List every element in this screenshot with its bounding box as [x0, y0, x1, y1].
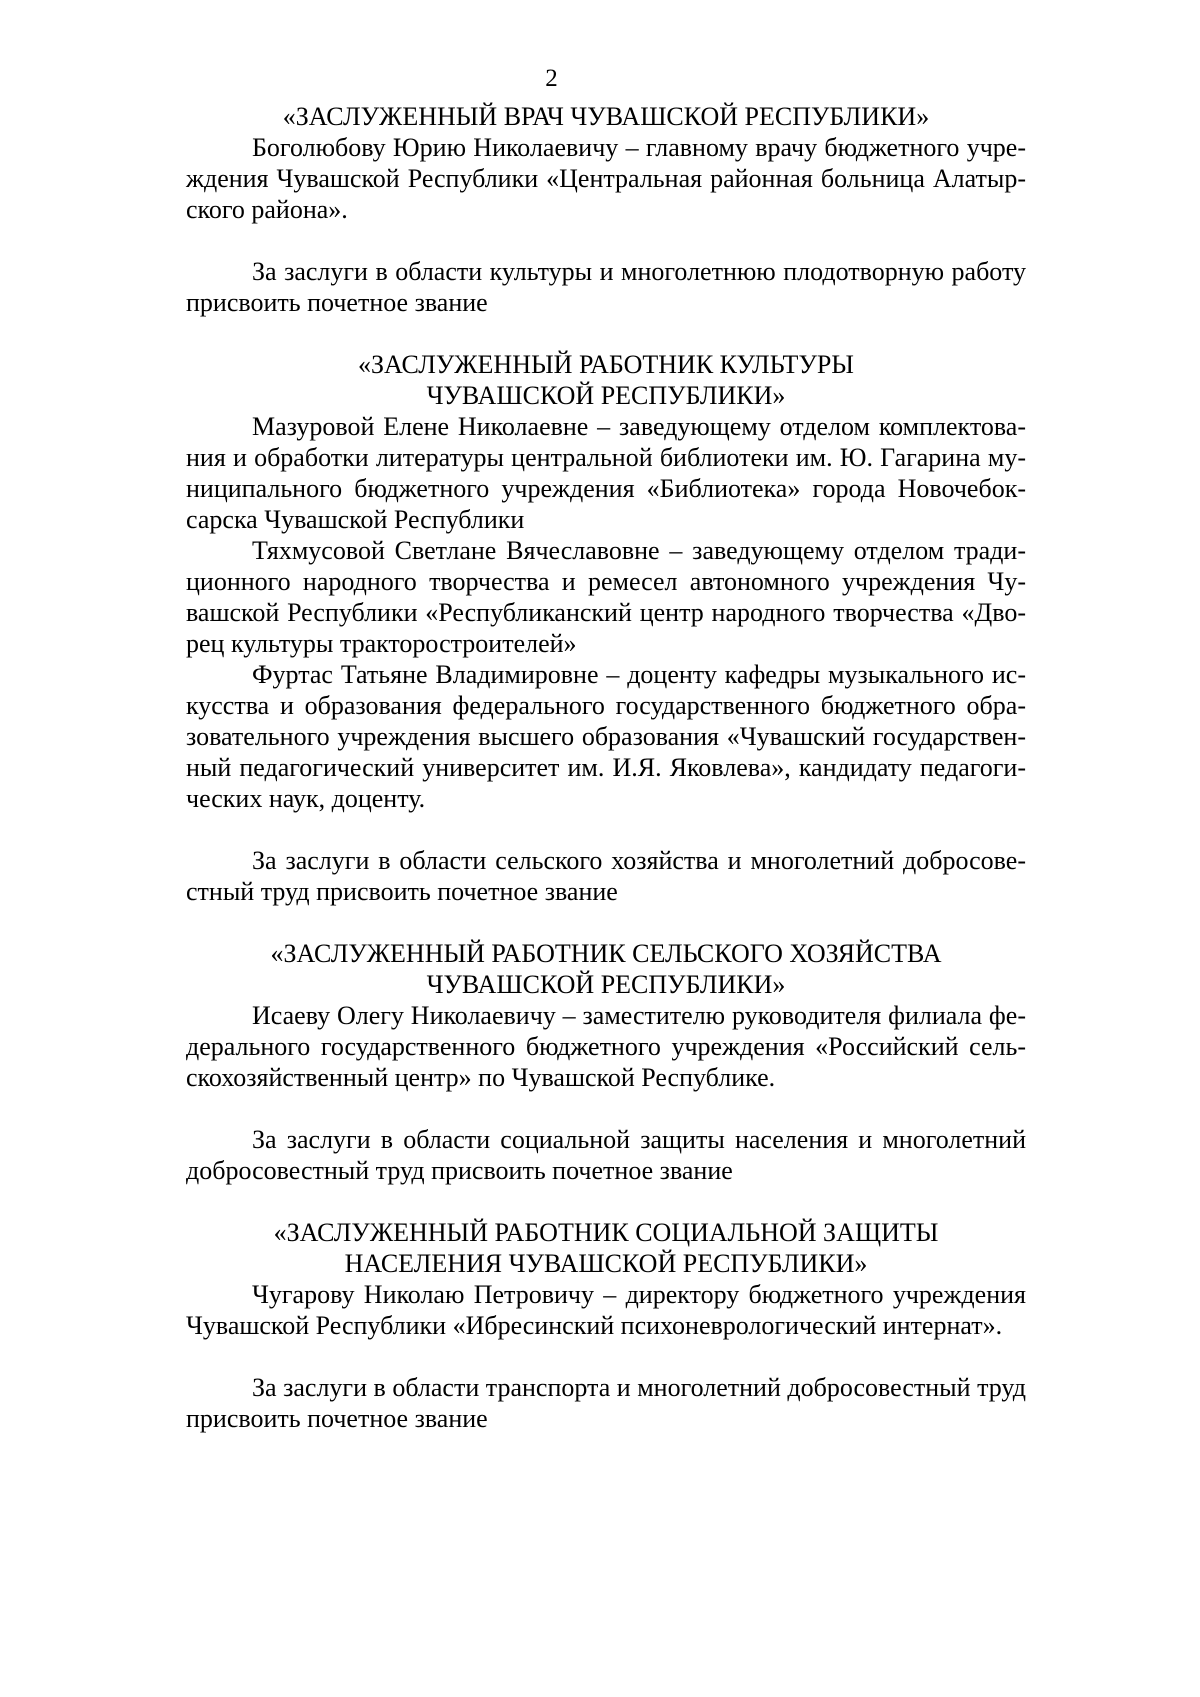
awardee-paragraph: Исаеву Олегу Николаевичу – заместителю руководителя филиала федерального государственного бюджетного учреждения «Российский сельскохозяйственный центр» по Чувашской Республике. [186, 1001, 1026, 1092]
award-section-doctor [186, 101, 1026, 225]
award-title-line: ЧУВАШСКОЙ РЕСПУБЛИКИ» [426, 970, 786, 999]
award-section-culture [186, 256, 1026, 814]
awardee-paragraph: Тяхмусовой Светлане Вячеславовне – заведующему отделом традиционного народного творчества и ремесел автономного учреждения Чувашской Республики «Республиканский центр народного творчества «Дворец культуры тракторостроителей» [186, 536, 1026, 658]
award-intro-paragraph: За заслуги в области культуры и многолетнюю плодотворную работу присвоить почетное звание [186, 257, 1026, 317]
awardee-paragraph: Фуртас Татьяне Владимировне – доценту кафедры музыкального искусства и образования федерального государственного бюджетного образовательного учреждения высшего образования «Чувашский государственный педагогический университет им. И.Я. Яковлева», кандидату педагогических наук, доценту. [186, 660, 1026, 813]
award-title-line: ЧУВАШСКОЙ РЕСПУБЛИКИ» [426, 381, 786, 410]
document-body [186, 101, 1026, 1434]
awardee-paragraph: Мазуровой Елене Николаевне – заведующему отделом комплектования и обработки литературы центральной библиотеки им. Ю. Гагарина муниципального бюджетного учреждения «Библиотека» города Новочебоксарска Чувашской Республики [186, 412, 1026, 534]
award-title: «ЗАСЛУЖЕННЫЙ ВРАЧ ЧУВАШСКОЙ РЕСПУБЛИКИ» [282, 102, 930, 131]
award-title-line: «ЗАСЛУЖЕННЫЙ РАБОТНИК СЕЛЬСКОГО ХОЗЯЙСТВА [270, 939, 942, 968]
award-section-agriculture [186, 845, 1026, 1093]
award-intro-paragraph: За заслуги в области сельского хозяйства и многолетний добросовестный труд присвоить почетное звание [186, 846, 1026, 906]
page-number: 2 [545, 65, 558, 92]
award-title-line: «ЗАСЛУЖЕННЫЙ РАБОТНИК КУЛЬТУРЫ [358, 350, 854, 379]
awardee-paragraph: Боголюбову Юрию Николаевичу – главному врачу бюджетного учреждения Чувашской Республики «Центральная районная больница Алатырского района». [186, 133, 1026, 224]
awardee-paragraph: Чугарову Николаю Петровичу – директору бюджетного учреждения Чувашской Республики «Ибресинский психоневрологический интернат». [186, 1280, 1026, 1340]
award-title-line: НАСЕЛЕНИЯ ЧУВАШСКОЙ РЕСПУБЛИКИ» [344, 1249, 868, 1278]
award-title-line: «ЗАСЛУЖЕННЫЙ РАБОТНИК СОЦИАЛЬНОЙ ЗАЩИТЫ [273, 1218, 939, 1247]
award-section-social-protection [186, 1124, 1026, 1341]
award-intro-paragraph: За заслуги в области социальной защиты населения и многолетний добросовестный труд присвоить почетное звание [186, 1125, 1026, 1185]
closing-intro-paragraph: За заслуги в области транспорта и многолетний добросовестный труд присвоить почетное звание [186, 1373, 1026, 1433]
